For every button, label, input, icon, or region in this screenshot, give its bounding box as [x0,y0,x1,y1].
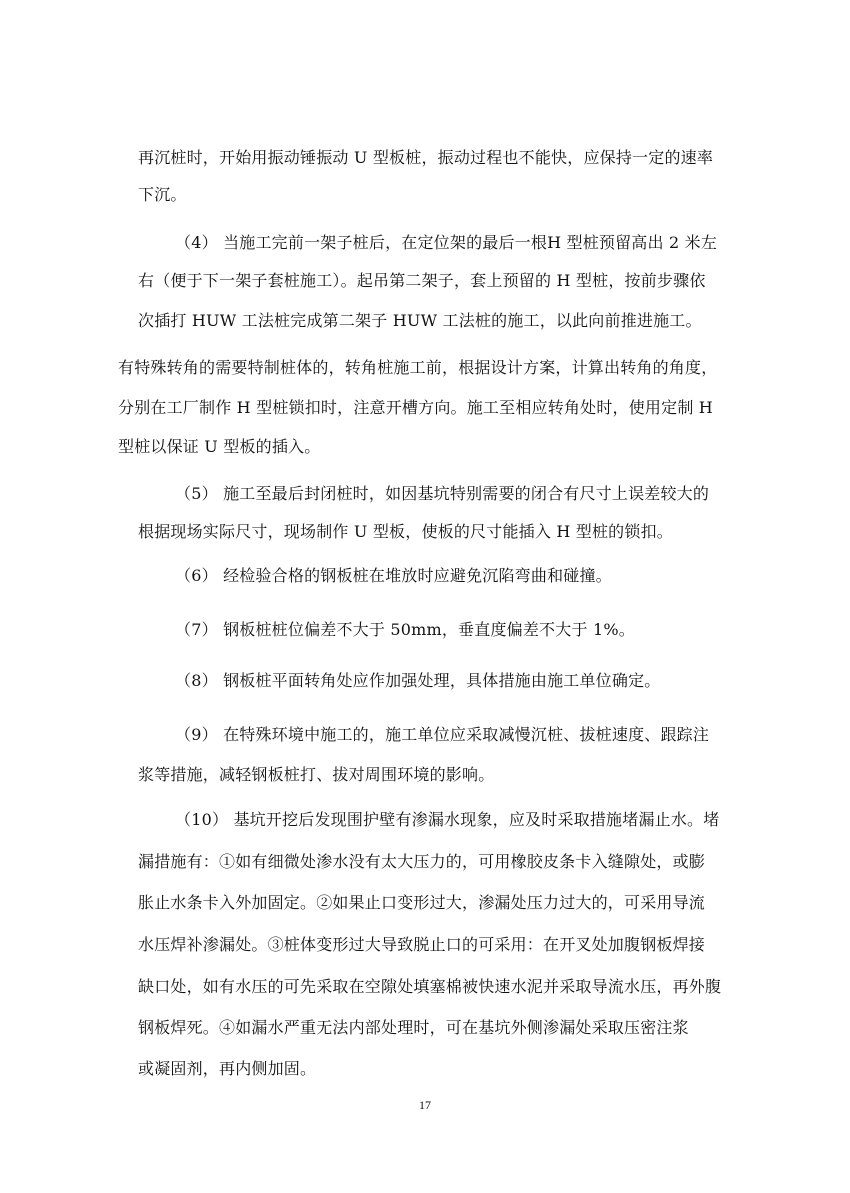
page-number: 17 [419,1098,431,1112]
text-line: 右（便于下一架子套桩施工）。起吊第二架子，套上预留的 H 型桩，按前步骤依 [138,271,706,290]
text-line: 或凝固剂，再内侧加固。 [138,1059,317,1078]
text-line: 漏措施有：①如有细微处渗水没有太大压力的，可用橡胶皮条卡入缝隙处，或膨 [138,852,706,871]
text-line: （7） 钢板桩桩位偏差不大于 50mm，垂直度偏差不大于 1%。 [175,620,635,639]
text-line: （8） 钢板桩平面转角处应作加强处理，具体措施由施工单位确定。 [175,671,661,690]
text-line: 水压焊补渗漏处。③桩体变形过大导致脱止口的可采用：在开叉处加腹钢板焊接 [138,935,706,954]
text-line: 型桩以保证 U 型板的插入。 [118,437,321,456]
text-line: 有特殊转角的需要特制桩体的，转角桩施工前，根据设计方案，计算出转角的角度， [118,358,718,377]
text-line: 钢板焊死。④如漏水严重无法内部处理时，可在基坑外侧渗漏处采取压密注浆 [138,1018,689,1037]
text-line: 缺口处，如有水压的可先采取在空隙处填塞棉被快速水泥并采取导流水压，再外腹 [138,977,722,996]
text-line: 分别在工厂制作 H 型桩锁扣时，注意开槽方向。施工至相应转角处时，使用定制 H [118,398,713,417]
text-line: （4） 当施工完前一架子桩后，在定位架的最后一根H 型桩预留高出 2 米左 [175,233,718,252]
text-line: （9） 在特殊环境中施工的，施工单位应采取减慢沉桩、拔桩速度、跟踪注 [175,725,710,744]
text-line: （10） 基坑开挖后发现围护壁有渗漏水现象，应及时采取措施堵漏止水。堵 [175,810,720,829]
text-line: 胀止水条卡入外加固定。②如果止口变形过大，渗漏处压力过大的，可采用导流 [138,893,706,912]
text-line: 下沉。 [138,185,187,204]
text-line: 次插打 HUW 工法桩完成第二架子 HUW 工法桩的施工，以此向前推进施工。 [138,311,702,330]
text-line: 再沉桩时，开始用振动锤振动 U 型板桩，振动过程也不能快，应保持一定的速率 [138,148,714,167]
text-line: （5） 施工至最后封闭桩时，如因基坑特别需要的闭合有尺寸上误差较大的 [175,484,710,503]
text-line: （6） 经检验合格的钢板桩在堆放时应避免沉陷弯曲和碰撞。 [175,566,612,585]
text-line: 根据现场实际尺寸，现场制作 U 型板，使板的尺寸能插入 H 型桩的锁扣。 [138,522,673,541]
text-line: 浆等措施，减轻钢板桩打、拔对周围环境的影响。 [138,765,495,784]
